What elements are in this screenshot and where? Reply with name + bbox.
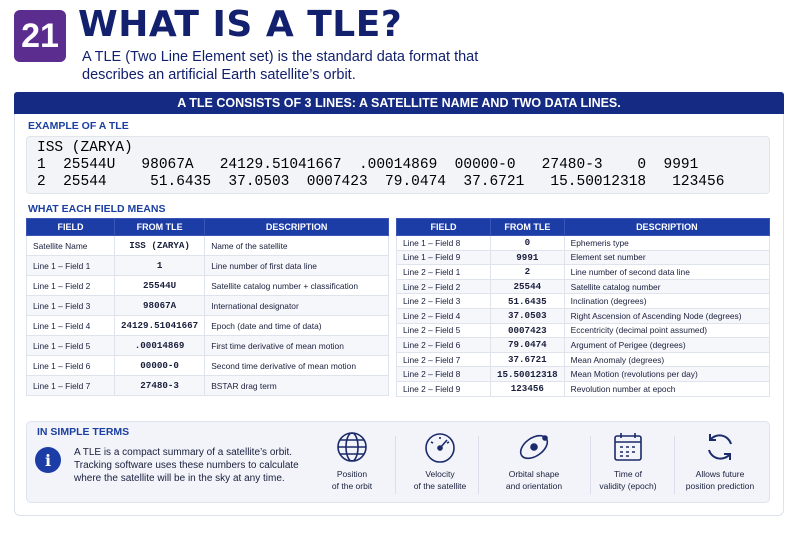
gauge-icon — [423, 430, 457, 464]
globe-icon — [335, 430, 369, 464]
description-cell: Argument of Perigee (degrees) — [564, 338, 769, 353]
tle-value-cell: 0007423 — [491, 323, 565, 338]
feature-label: and orientation — [505, 481, 563, 491]
page-subtitle: A TLE (Two Line Element set) is the standard data format that describes an artificial Earth satellite’s orbit. — [82, 49, 479, 83]
tle-value-cell: 37.6721 — [491, 352, 565, 367]
description-cell: Second time derivative of mean motion — [205, 356, 389, 376]
description-cell: Mean Anomaly (degrees) — [564, 352, 769, 367]
refresh-icon — [703, 430, 737, 464]
column-header-description: DESCRIPTION — [205, 219, 389, 236]
table-row — [397, 279, 770, 294]
feature-label: Time of — [613, 469, 643, 479]
tle-value-cell: 79.0474 — [491, 338, 565, 353]
table-row — [397, 236, 770, 251]
description-cell: Line number of second data line — [564, 265, 769, 280]
tle-value-cell: 24129.51041667 — [115, 316, 205, 336]
field-name-cell: Line 2 – Field 7 — [397, 352, 491, 367]
column-header-field: FIELD — [397, 219, 491, 236]
field-name-cell: Line 2 – Field 3 — [397, 294, 491, 309]
table-row — [397, 308, 770, 323]
field-name-cell: Line 1 – Field 9 — [397, 250, 491, 265]
tle-value-cell: 0 — [491, 236, 565, 251]
description-cell: International designator — [205, 296, 389, 316]
feature-label: Position — [336, 469, 368, 479]
tle-value-cell: 27480-3 — [115, 376, 205, 396]
description-cell: Right Ascension of Ascending Node (degrees) — [564, 308, 769, 323]
tle-value-cell: 00000-0 — [115, 356, 205, 376]
description-cell: Element set number — [564, 250, 769, 265]
tle-line-2: 2 25544 51.6435 37.0503 0007423 79.0474 37.6721 15.50012318 123456 — [37, 174, 725, 190]
table-row — [27, 236, 389, 256]
tle-value-cell: 9991 — [491, 250, 565, 265]
tle-line-1: 1 25544U 98067A 24129.51041667 .00014869 00000-0 27480-3 0 9991 — [37, 157, 699, 173]
field-name-cell: Line 2 – Field 9 — [397, 381, 491, 396]
calendar-icon — [611, 430, 645, 464]
description-cell: First time derivative of mean motion — [205, 336, 389, 356]
table-row — [397, 250, 770, 265]
table-row — [27, 276, 389, 296]
table-row — [397, 367, 770, 382]
tle-value-cell: 51.6435 — [491, 294, 565, 309]
simple-terms-text: A TLE is a compact summary of a satellite’s orbit. Tracking software uses these numbers to calculate where the satellite will be in the sky at any time. — [74, 447, 299, 484]
table-row — [27, 336, 389, 356]
field-name-cell: Line 1 – Field 1 — [27, 256, 115, 276]
feature-label: of the satellite — [413, 481, 467, 491]
table-row — [397, 265, 770, 280]
summary-banner: A TLE CONSISTS OF 3 LINES: A SATELLITE NAME AND TWO DATA LINES. — [14, 92, 784, 114]
example-heading: EXAMPLE OF A TLE — [28, 120, 129, 132]
field-name-cell: Line 2 – Field 8 — [397, 367, 491, 382]
tle-line-name: ISS (ZARYA) — [37, 140, 133, 156]
divider — [674, 436, 675, 494]
page-title: WHAT IS A TLE? — [78, 4, 403, 45]
feature-prediction — [680, 430, 760, 492]
section-number-badge: 21 — [14, 10, 66, 62]
field-name-cell: Line 2 – Field 5 — [397, 323, 491, 338]
feature-velocity — [400, 430, 480, 492]
description-cell: Mean Motion (revolutions per day) — [564, 367, 769, 382]
description-cell: Epoch (date and time of data) — [205, 316, 389, 336]
field-name-cell: Line 1 – Field 5 — [27, 336, 115, 356]
field-name-cell: Line 2 – Field 4 — [397, 308, 491, 323]
feature-epoch — [588, 430, 668, 492]
tle-value-cell: 2 — [491, 265, 565, 280]
table-row — [27, 256, 389, 276]
table-row — [397, 338, 770, 353]
field-name-cell: Line 2 – Field 2 — [397, 279, 491, 294]
tle-value-cell: 123456 — [491, 381, 565, 396]
tle-value-cell: .00014869 — [115, 336, 205, 356]
tle-value-cell: 37.0503 — [491, 308, 565, 323]
description-cell: Eccentricity (decimal point assumed) — [564, 323, 769, 338]
description-cell: Ephemeris type — [564, 236, 769, 251]
feature-label: position prediction — [685, 481, 755, 491]
description-cell: Line number of first data line — [205, 256, 389, 276]
field-name-cell: Line 2 – Field 1 — [397, 265, 491, 280]
tle-value-cell: 1 — [115, 256, 205, 276]
table-row — [27, 296, 389, 316]
table-row — [397, 381, 770, 396]
tle-value-cell: 25544U — [115, 276, 205, 296]
description-cell: Satellite catalog number — [564, 279, 769, 294]
description-cell: Name of the satellite — [205, 236, 389, 256]
orbit-icon — [517, 430, 551, 464]
feature-position — [312, 430, 392, 492]
tle-example-box — [26, 136, 770, 194]
column-header-field: FIELD — [27, 219, 115, 236]
field-name-cell: Satellite Name — [27, 236, 115, 256]
fields-table-left — [26, 218, 389, 396]
table-row — [27, 356, 389, 376]
simple-terms-heading: IN SIMPLE TERMS — [37, 426, 130, 438]
description-cell: Satellite catalog number + classification — [205, 276, 389, 296]
feature-orbital-shape — [494, 430, 574, 492]
feature-label: Velocity — [425, 469, 455, 479]
field-name-cell: Line 1 – Field 2 — [27, 276, 115, 296]
divider — [395, 436, 396, 494]
tle-value-cell: 25544 — [491, 279, 565, 294]
tle-value-cell: 15.50012318 — [491, 367, 565, 382]
table-row — [27, 376, 389, 396]
fields-heading: WHAT EACH FIELD MEANS — [28, 203, 166, 215]
field-name-cell: Line 1 – Field 4 — [27, 316, 115, 336]
tle-value-cell: ISS (ZARYA) — [115, 236, 205, 256]
description-cell: Inclination (degrees) — [564, 294, 769, 309]
table-row — [397, 323, 770, 338]
table-row — [27, 316, 389, 336]
field-name-cell: Line 2 – Field 6 — [397, 338, 491, 353]
column-header-description: DESCRIPTION — [564, 219, 769, 236]
field-name-cell: Line 1 – Field 7 — [27, 376, 115, 396]
fields-table-right — [396, 218, 770, 397]
description-cell: Revolution number at epoch — [564, 381, 769, 396]
feature-label: of the orbit — [331, 481, 373, 491]
column-header-from-tle: FROM TLE — [115, 219, 205, 236]
table-row — [397, 352, 770, 367]
table-row — [397, 294, 770, 309]
feature-label: Orbital shape — [508, 469, 560, 479]
field-name-cell: Line 1 – Field 8 — [397, 236, 491, 251]
feature-label: validity (epoch) — [599, 481, 657, 491]
field-name-cell: Line 1 – Field 3 — [27, 296, 115, 316]
description-cell: BSTAR drag term — [205, 376, 389, 396]
column-header-from-tle: FROM TLE — [491, 219, 565, 236]
field-name-cell: Line 1 – Field 6 — [27, 356, 115, 376]
tle-value-cell: 98067A — [115, 296, 205, 316]
info-icon: i — [35, 447, 61, 473]
feature-label: Allows future — [695, 469, 745, 479]
